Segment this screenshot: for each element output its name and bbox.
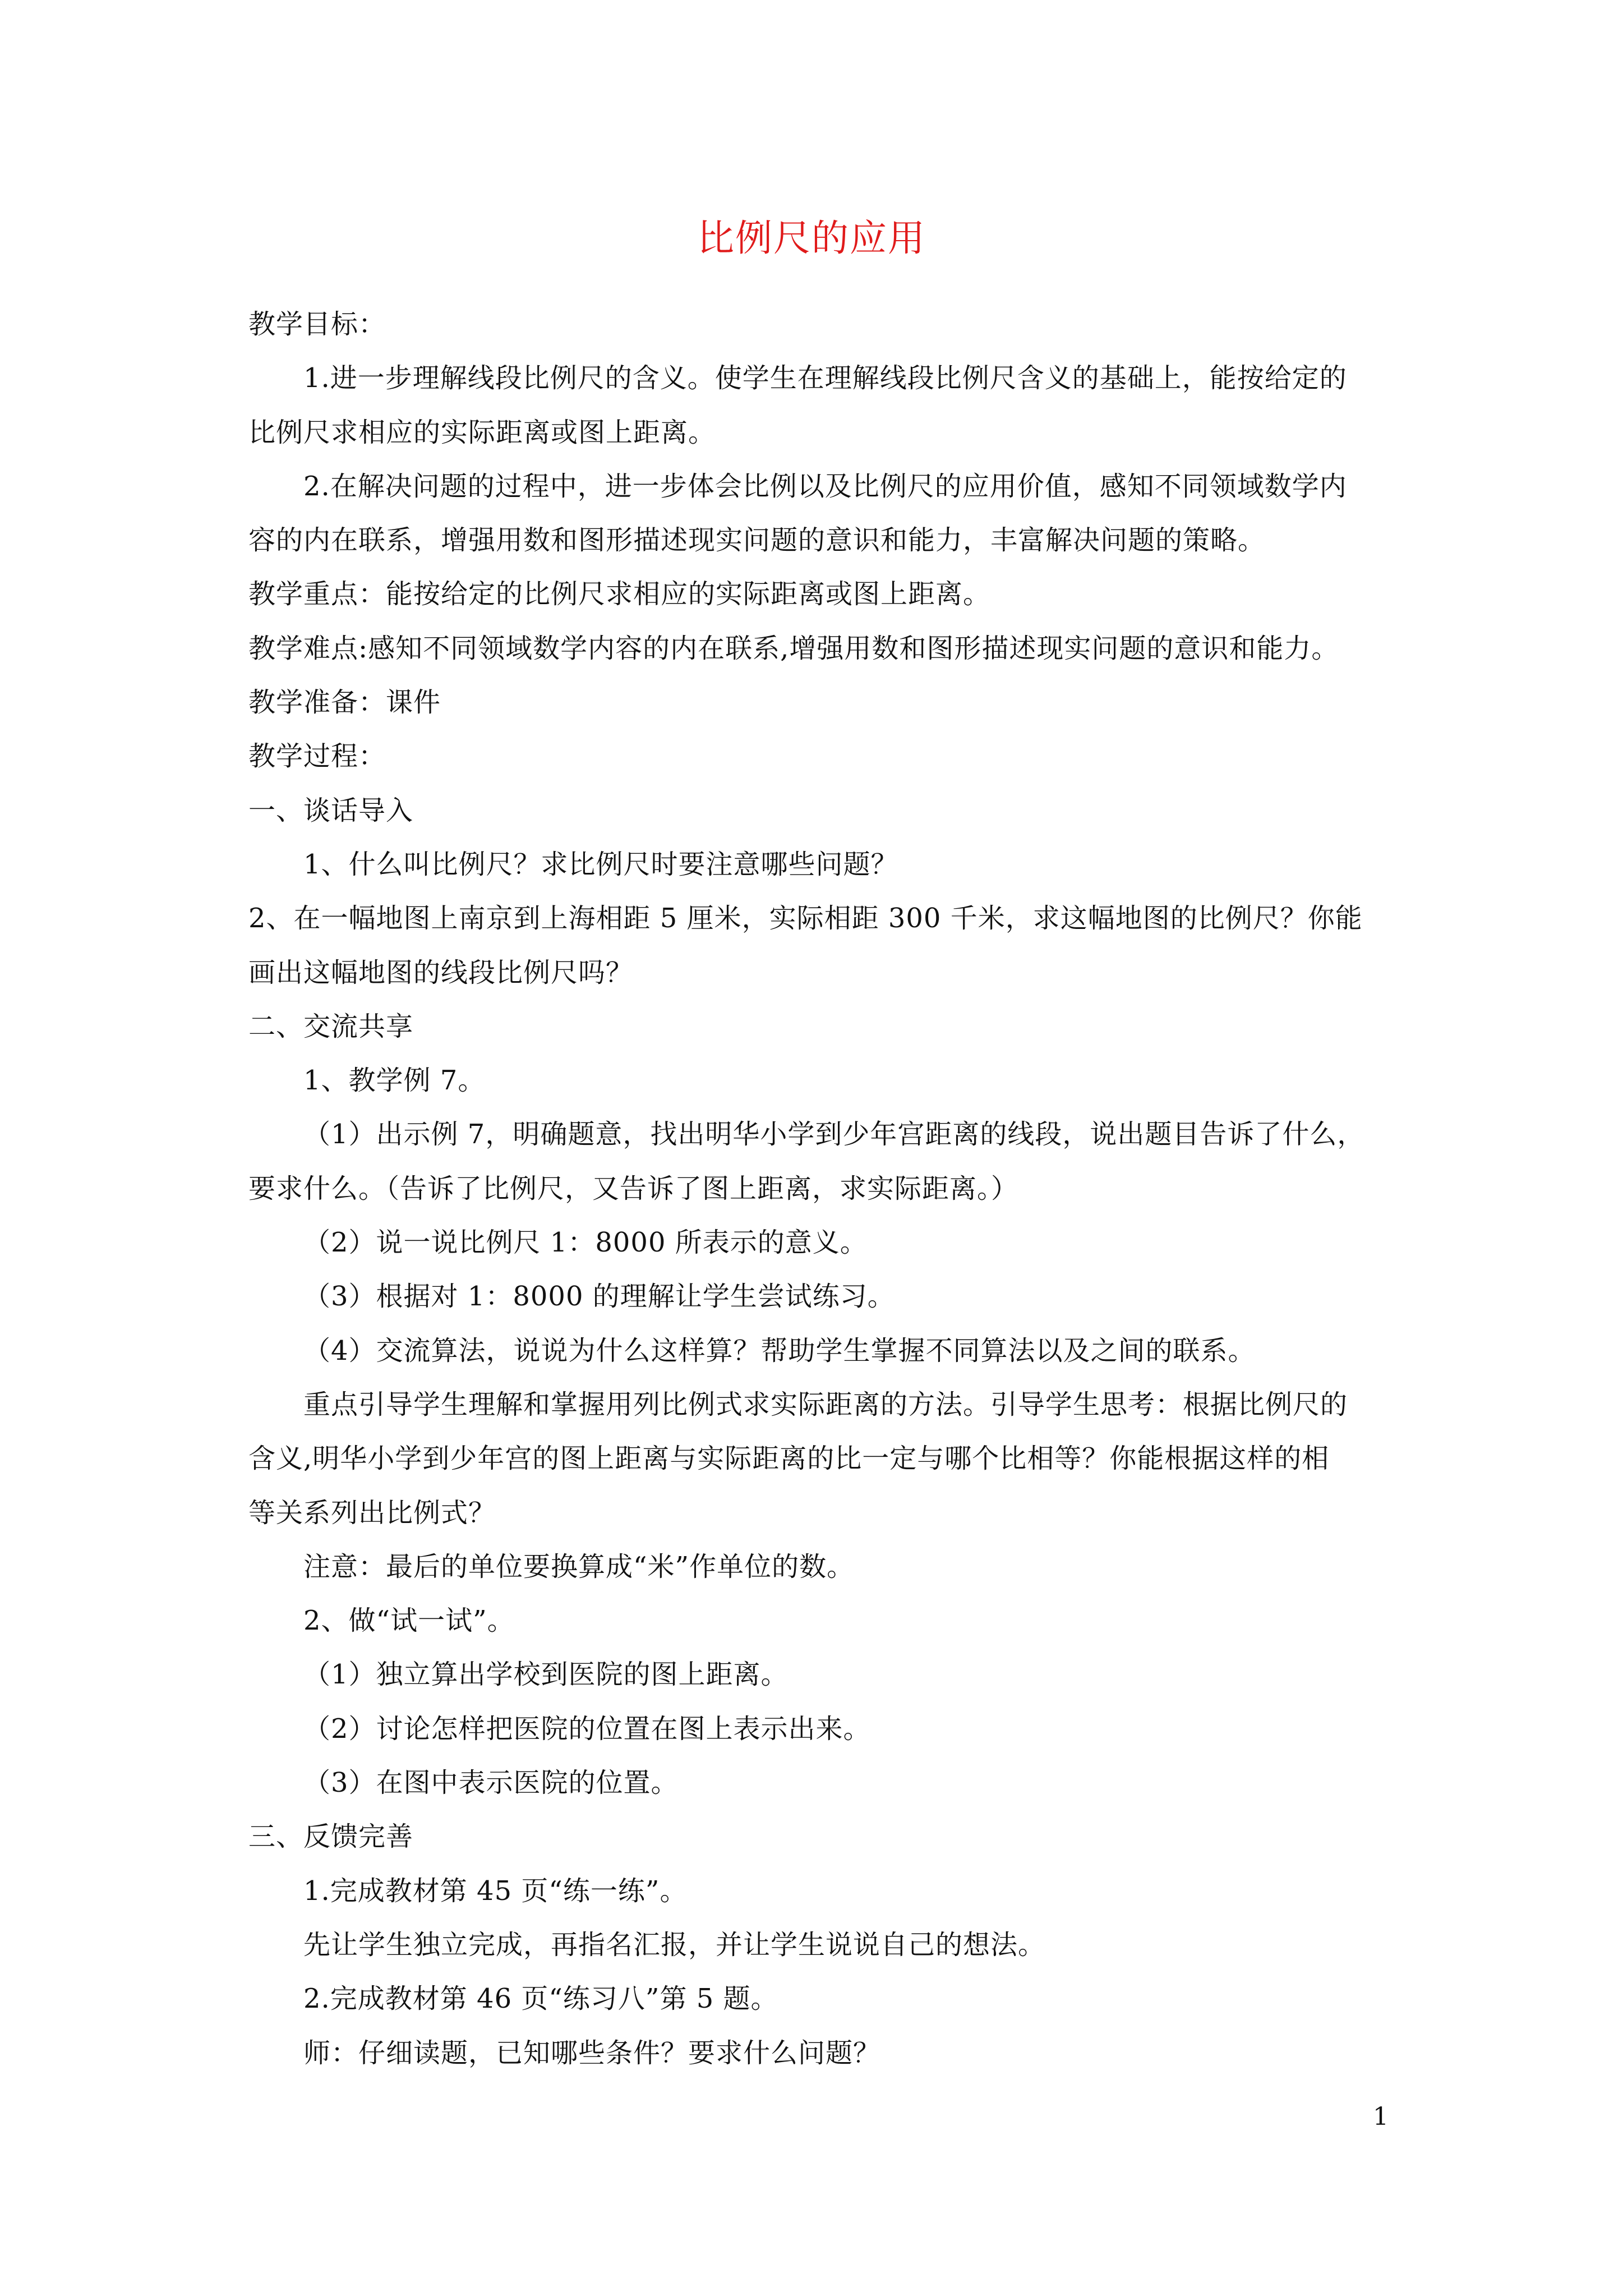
text-line: 2、做“试一试”。 [303,1605,515,1637]
text-line: 教学重点：能按给定的比例尺求相应的实际距离或图上距离。 [248,578,991,610]
text-line: 比例尺求相应的实际距离或图上距离。 [248,416,716,448]
text-line: 教学难点:感知不同领域数学内容的内在联系,增强用数和图形描述现实问题的意识和能力。 [248,632,1339,664]
text-line: 先让学生独立完成，再指名汇报，并让学生说说自己的想法。 [303,1929,1046,1961]
text-line: 2.完成教材第 46 页“练习八”第 5 题。 [303,1983,778,2015]
text-line: （1）出示例 7，明确题意，找出明华小学到少年宫距离的线段，说出题目告诉了什么， [303,1119,1365,1151]
text-line: 教学过程： [248,740,386,772]
text-line: （2）说一说比例尺 1：8000 所表示的意义。 [303,1227,868,1259]
text-line: 教学目标： [248,309,386,340]
text-line: （3）在图中表示医院的位置。 [303,1767,679,1799]
text-line: 2、在一幅地图上南京到上海相距 5 厘米，实际相距 300 千米，求这幅地图的比例尺？你能 [248,903,1363,935]
text-line: 二、交流共享 [248,1010,414,1042]
text-line: 1、教学例 7。 [303,1065,486,1097]
text-line: 三、反馈完善 [248,1821,414,1853]
document-body [248,297,1393,2080]
page-number: 1 [1373,2102,1389,2131]
text-line: 师：仔细读题，已知哪些条件？要求什么问题？ [303,2037,881,2069]
text-line: 1、什么叫比例尺？求比例尺时要注意哪些问题？ [303,848,898,880]
text-line: 重点引导学生理解和掌握用列比例式求实际距离的方法。引导学生思考：根据比例尺的 [303,1388,1348,1420]
text-line: （2）讨论怎样把医院的位置在图上表示出来。 [303,1713,871,1745]
text-line: 要求什么。（告诉了比例尺，又告诉了图上距离，求实际距离。） [248,1172,1019,1204]
text-line: 等关系列出比例式？ [248,1497,496,1529]
text-line: （1）独立算出学校到医院的图上距离。 [303,1659,789,1691]
text-line: 画出这幅地图的线段比例尺吗？ [248,956,634,988]
text-line: 2.在解决问题的过程中，进一步体会比例以及比例尺的应用价值，感知不同领域数学内 [303,470,1347,502]
text-line: 含义,明华小学到少年宫的图上距离与实际距离的比一定与哪个比相等？你能根据这样的相 [248,1443,1330,1475]
text-line: （4）交流算法，说说为什么这样算？帮助学生掌握不同算法以及之间的联系。 [303,1335,1256,1366]
text-line: 一、谈话导入 [248,794,414,826]
text-line: 容的内在联系，增强用数和图形描述现实问题的意识和能力，丰富解决问题的策略。 [248,524,1266,556]
text-line: 注意：最后的单位要换算成“米”作单位的数。 [303,1550,855,1582]
text-line: 1.进一步理解线段比例尺的含义。使学生在理解线段比例尺含义的基础上，能按给定的 [303,362,1347,394]
text-line: （3）根据对 1：8000 的理解让学生尝试练习。 [303,1281,895,1313]
text-line: 1.完成教材第 45 页“练一练”。 [303,1875,688,1907]
text-line: 教学准备：课件 [248,687,441,719]
document-title: 比例尺的应用 [697,217,926,260]
